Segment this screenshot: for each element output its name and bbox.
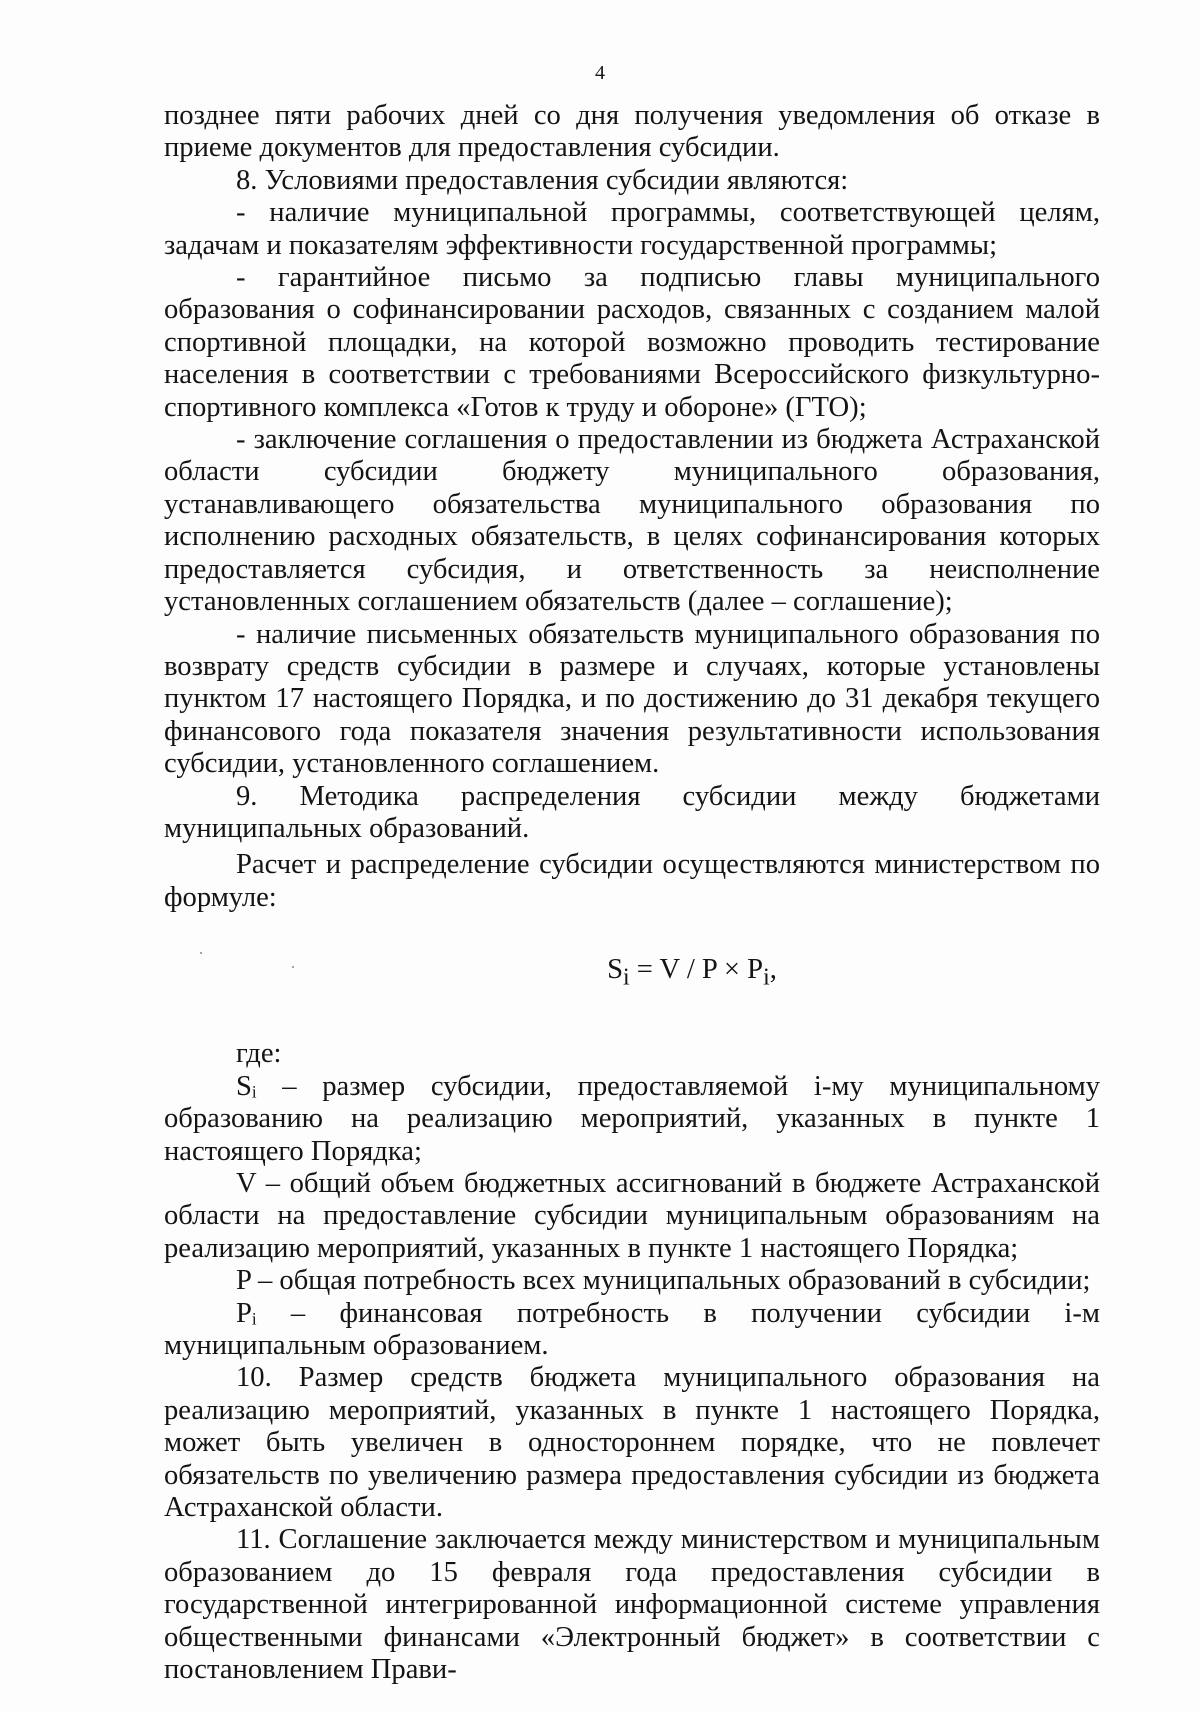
paragraph: 8. Условиями предоставления субсидии являются: <box>236 164 849 196</box>
paragraph: - наличие муниципальной программы, соответствующей целям, задачам и показателям эффективности государственной программы; <box>164 197 1100 261</box>
page-number: 4 <box>595 62 605 84</box>
document-body <box>164 100 1100 1686</box>
paragraph: позднее пяти рабочих дней со дня получения уведомления об отказе в приеме документов для предоставления субсидии. <box>164 100 1100 164</box>
paragraph: Расчет и распределение субсидии осуществляются министерством по формуле: <box>164 849 1100 913</box>
paragraph: - заключение соглашения о предоставлении из бюджета Астраханской области субсидии бюджету муниципального образования, устанавливающего обязательства муниципального образования по исполнению расходных обязательств, в целях софинансирования которых предоставляется субсидия, и ответственность за неисполнение установленных соглашением обязательств (далее – соглашение); <box>164 424 1100 618</box>
formula-p-subscript: i <box>763 964 770 991</box>
paragraph: где: <box>236 1038 282 1070</box>
paragraph: 9. Методика распределения субсидии между бюджетами муниципальных образований. <box>164 780 1100 844</box>
paragraph: - гарантийное письмо за подписью главы муниципального образования о софинансировании расходов, связанных с созданием малой спортивной площадки, на которой возможно проводить тестирование населения в соответствии с требованиями Всероссийского физкультурно-спортивного комплекса «Готов к труду и обороне» (ГТО); <box>164 262 1100 423</box>
formula <box>164 954 1100 994</box>
formula-s: S <box>607 954 624 986</box>
paragraph: Sᵢ – размер субсидии, предоставляемой i-му муниципальному образованию на реализацию мероприятий, указанных в пункте 1 настоящего Порядка; <box>164 1070 1100 1167</box>
paragraph: - наличие письменных обязательств муниципального образования по возврату средств субсидии в размере и случаях, которые установлены пунктом 17 настоящего Порядка, и по достижению до 31 декабря текущего финансового года показателя значения результативности использования субсидии, установленного соглашением. <box>164 618 1100 780</box>
paragraph: Pᵢ – финансовая потребность в получении субсидии i-м муниципальным образованием. <box>164 1297 1100 1361</box>
formula-s-subscript: i <box>623 964 630 991</box>
paragraph: 10. Размер средств бюджета муниципального образования на реализацию мероприятий, указанных в пункте 1 настоящего Порядка, может быть увеличен в одностороннем порядке, что не повлечет обязательств по увеличению размера предоставления субсидии из бюджета Астраханской области. <box>164 1362 1100 1523</box>
paragraph: P – общая потребность всех муниципальных образований в субсидии; <box>236 1265 1091 1297</box>
formula-end: , <box>769 954 777 986</box>
scan-speck <box>200 952 202 954</box>
paragraph: V – общий объем бюджетных ассигнований в бюджете Астраханской области на предоставление субсидии муниципальным образованиям на реализацию мероприятий, указанных в пункте 1 настоящего Порядка; <box>164 1167 1100 1264</box>
scan-speck <box>292 966 294 968</box>
paragraph: 11. Соглашение заключается между министерством и муниципальным образованием до 15 февраля года предоставления субсидии в государственной интегрированной информационной системе управления общественными финансами «Электронный бюджет» в соответствии с постановлением Прави- <box>164 1524 1100 1685</box>
formula-body: = V / P × P <box>629 954 764 986</box>
